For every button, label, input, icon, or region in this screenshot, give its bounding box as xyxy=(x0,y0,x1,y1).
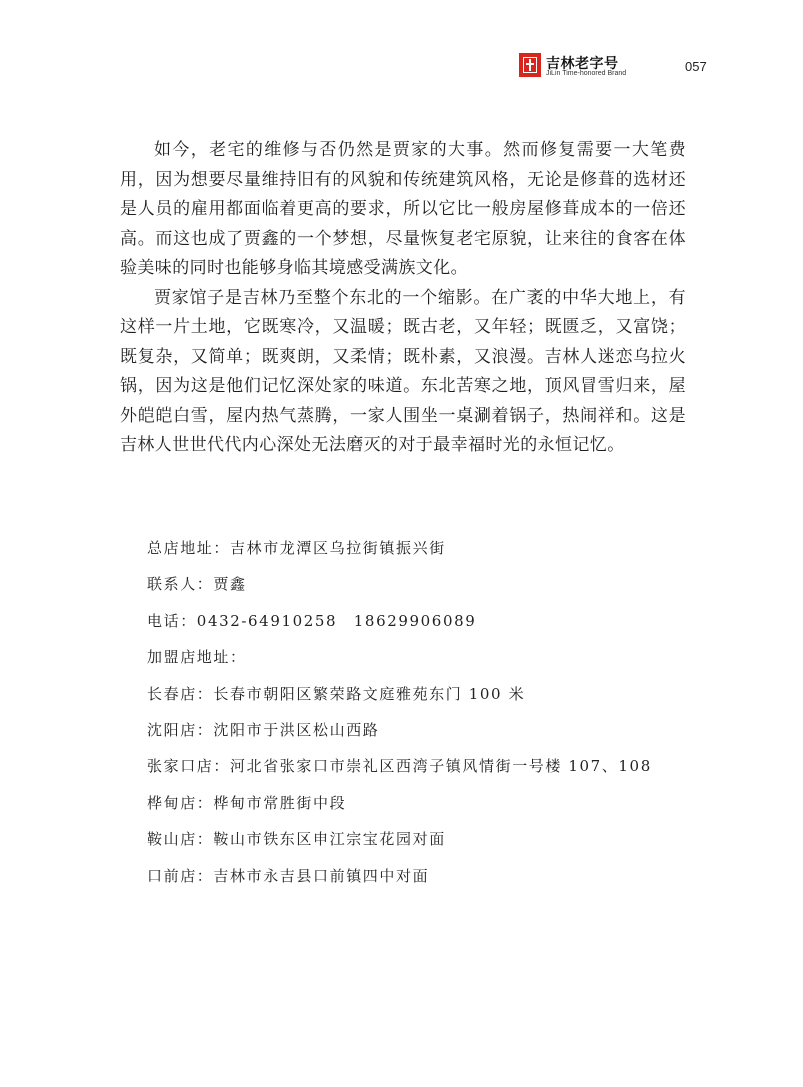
paragraph-1: 如今，老宅的维修与否仍然是贾家的大事。然而修复需要一大笔费用，因为想要尽量维持旧有的风貌和传统建筑风格，无论是修葺的选材还是人员的雇用都面临着更高的要求，所以它比一般房屋修葺成本的一倍还高。而这也成了贾鑫的一个梦想，尽量恢复老宅原貌，让来往的食客在体验美味的同时也能够身临其境感受满族文化。 xyxy=(120,140,686,278)
page-header xyxy=(519,53,719,85)
info-line-huadian: 桦甸店：桦甸市常胜街中段 xyxy=(147,793,347,812)
info-line-shenyang: 沈阳店：沈阳市于洪区松山西路 xyxy=(147,720,380,739)
info-line-phone: 电话：0432-64910258 18629906089 xyxy=(147,611,477,630)
brand-name-en: JiLin Time-honored Brand xyxy=(546,70,627,77)
info-line-contact: 联系人：贾鑫 xyxy=(147,575,247,594)
brand-name-cn: 吉林老字号 xyxy=(546,56,619,72)
store-info-list xyxy=(147,538,707,902)
info-line-anshan: 鞍山店：鞍山市铁东区申江宗宝花园对面 xyxy=(147,830,446,849)
info-line-kouqian: 口前店：吉林市永吉县口前镇四中对面 xyxy=(147,866,430,885)
info-line-franchise-heading: 加盟店地址： xyxy=(147,648,247,667)
body-text xyxy=(120,136,686,461)
brand-seal-icon xyxy=(519,53,541,77)
brand-seal-inner xyxy=(523,57,537,73)
info-line-changchun: 长春店：长春市朝阳区繁荣路文庭雅苑东门 100 米 xyxy=(147,684,526,703)
info-line-head-office: 总店地址：吉林市龙潭区乌拉街镇振兴街 xyxy=(147,539,446,557)
paragraph-2: 贾家馆子是吉林乃至整个东北的一个缩影。在广袤的中华大地上，有这样一片土地，它既寒冷，又温暖；既古老，又年轻；既匮乏，又富饶；既复杂，又简单；既爽朗，又柔情；既朴素，又浪漫。吉林人迷恋乌拉火锅，因为这是他们记忆深处家的味道。东北苦寒之地，顶风冒雪归来，屋外皑皑白雪，屋内热气蒸腾，一家人围坐一桌涮着锅子，热闹祥和。这是吉林人世世代代内心深处无法磨灭的对于最幸福时光的永恒记忆。 xyxy=(120,287,686,455)
page-number: 057 xyxy=(685,59,707,74)
info-line-zhangjiakou: 张家口店：河北省张家口市崇礼区西湾子镇风情街一号楼 107、108 xyxy=(147,757,652,776)
